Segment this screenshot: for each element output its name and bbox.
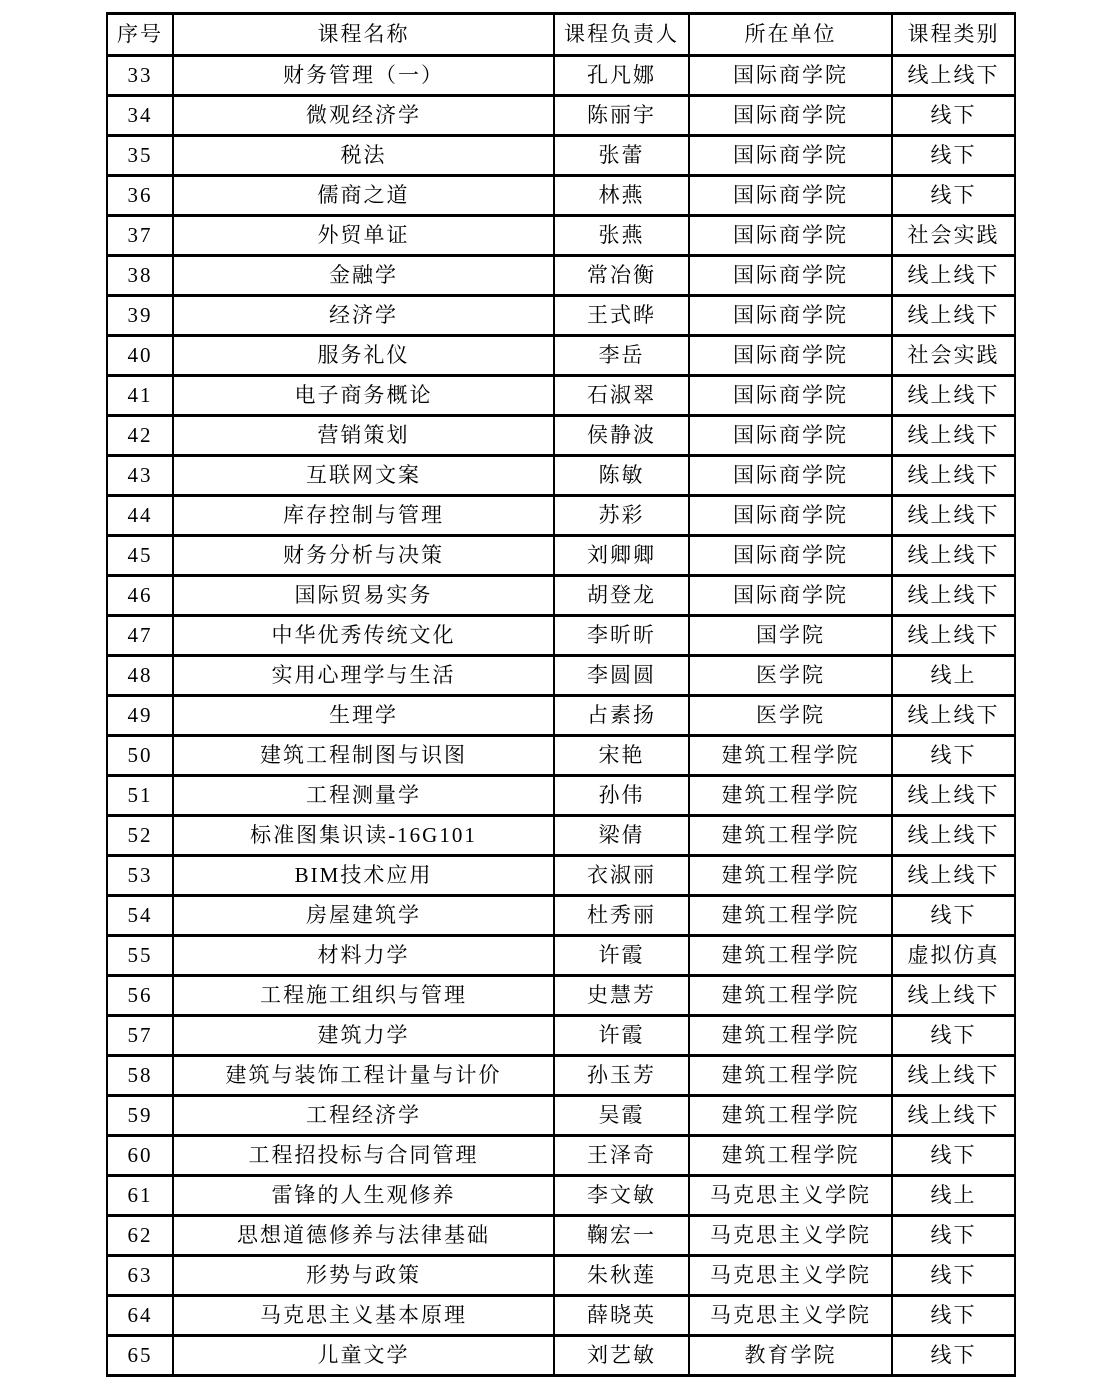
column-header-leader: 课程负责人 (554, 14, 689, 56)
table-row (107, 136, 1015, 176)
cell-course-leader: 衣淑丽 (554, 856, 689, 896)
table-row (107, 1056, 1015, 1096)
cell-unit: 教育学院 (689, 1336, 892, 1376)
cell-unit: 建筑工程学院 (689, 896, 892, 936)
cell-course-leader: 常冶衡 (554, 256, 689, 296)
cell-course-leader: 孙伟 (554, 776, 689, 816)
cell-no: 36 (107, 176, 173, 216)
cell-category: 线上 (892, 656, 1015, 696)
cell-unit: 国际商学院 (689, 536, 892, 576)
cell-category: 线下 (892, 1136, 1015, 1176)
cell-course-name: 儒商之道 (173, 176, 554, 216)
cell-category: 线上线下 (892, 376, 1015, 416)
cell-category: 线上线下 (892, 696, 1015, 736)
cell-unit: 国际商学院 (689, 136, 892, 176)
cell-category: 线下 (892, 96, 1015, 136)
cell-unit: 建筑工程学院 (689, 1136, 892, 1176)
cell-course-name: 建筑工程制图与识图 (173, 736, 554, 776)
cell-unit: 国际商学院 (689, 456, 892, 496)
cell-course-name: 材料力学 (173, 936, 554, 976)
cell-no: 43 (107, 456, 173, 496)
cell-course-leader: 林燕 (554, 176, 689, 216)
cell-no: 48 (107, 656, 173, 696)
table-row (107, 816, 1015, 856)
cell-course-leader: 王泽奇 (554, 1136, 689, 1176)
cell-no: 53 (107, 856, 173, 896)
cell-no: 45 (107, 536, 173, 576)
cell-category: 线上线下 (892, 416, 1015, 456)
cell-course-leader: 石淑翠 (554, 376, 689, 416)
cell-course-leader: 史慧芳 (554, 976, 689, 1016)
cell-course-name: 工程施工组织与管理 (173, 976, 554, 1016)
cell-no: 51 (107, 776, 173, 816)
table-row (107, 976, 1015, 1016)
table-row (107, 336, 1015, 376)
cell-unit: 建筑工程学院 (689, 816, 892, 856)
cell-course-name: 工程经济学 (173, 1096, 554, 1136)
cell-course-leader: 孔凡娜 (554, 56, 689, 96)
cell-category: 社会实践 (892, 336, 1015, 376)
column-header-course: 课程名称 (173, 14, 554, 56)
table-row (107, 456, 1015, 496)
cell-category: 线上线下 (892, 56, 1015, 96)
cell-no: 55 (107, 936, 173, 976)
cell-unit: 国际商学院 (689, 296, 892, 336)
cell-no: 33 (107, 56, 173, 96)
cell-category: 线上线下 (892, 856, 1015, 896)
cell-course-leader: 鞠宏一 (554, 1216, 689, 1256)
cell-category: 线上线下 (892, 816, 1015, 856)
cell-course-name: 金融学 (173, 256, 554, 296)
cell-course-name: 电子商务概论 (173, 376, 554, 416)
cell-no: 46 (107, 576, 173, 616)
cell-unit: 国际商学院 (689, 376, 892, 416)
cell-no: 52 (107, 816, 173, 856)
cell-no: 34 (107, 96, 173, 136)
table-row (107, 1256, 1015, 1296)
cell-course-name: 服务礼仪 (173, 336, 554, 376)
cell-unit: 国际商学院 (689, 496, 892, 536)
cell-unit: 国际商学院 (689, 576, 892, 616)
cell-unit: 建筑工程学院 (689, 736, 892, 776)
cell-no: 65 (107, 1336, 173, 1376)
cell-course-name: 经济学 (173, 296, 554, 336)
cell-unit: 国际商学院 (689, 216, 892, 256)
cell-unit: 建筑工程学院 (689, 776, 892, 816)
cell-unit: 国际商学院 (689, 96, 892, 136)
table-row (107, 736, 1015, 776)
cell-no: 64 (107, 1296, 173, 1336)
cell-unit: 马克思主义学院 (689, 1176, 892, 1216)
document-page (106, 12, 1016, 1377)
cell-no: 57 (107, 1016, 173, 1056)
cell-category: 线上线下 (892, 456, 1015, 496)
cell-category: 线上线下 (892, 296, 1015, 336)
cell-course-name: BIM技术应用 (173, 856, 554, 896)
cell-unit: 国际商学院 (689, 416, 892, 456)
cell-no: 54 (107, 896, 173, 936)
cell-course-name: 形势与政策 (173, 1256, 554, 1296)
table-row (107, 56, 1015, 96)
table-row (107, 216, 1015, 256)
table-row (107, 176, 1015, 216)
cell-category: 线下 (892, 1336, 1015, 1376)
cell-no: 42 (107, 416, 173, 456)
cell-category: 虚拟仿真 (892, 936, 1015, 976)
cell-course-leader: 李昕昕 (554, 616, 689, 656)
cell-course-name: 财务分析与决策 (173, 536, 554, 576)
cell-course-leader: 李圆圆 (554, 656, 689, 696)
cell-no: 47 (107, 616, 173, 656)
cell-course-name: 营销策划 (173, 416, 554, 456)
cell-course-leader: 梁倩 (554, 816, 689, 856)
cell-course-leader: 苏彩 (554, 496, 689, 536)
cell-course-name: 标准图集识读-16G101 (173, 816, 554, 856)
cell-course-name: 房屋建筑学 (173, 896, 554, 936)
cell-no: 56 (107, 976, 173, 1016)
cell-category: 线上线下 (892, 1056, 1015, 1096)
cell-no: 35 (107, 136, 173, 176)
cell-category: 线下 (892, 896, 1015, 936)
cell-category: 线上线下 (892, 776, 1015, 816)
cell-course-leader: 朱秋莲 (554, 1256, 689, 1296)
cell-unit: 建筑工程学院 (689, 976, 892, 1016)
cell-category: 线上线下 (892, 1096, 1015, 1136)
table-row (107, 896, 1015, 936)
table-header-row (107, 14, 1015, 56)
cell-course-leader: 杜秀丽 (554, 896, 689, 936)
cell-course-leader: 孙玉芳 (554, 1056, 689, 1096)
cell-course-leader: 吴霞 (554, 1096, 689, 1136)
cell-unit: 建筑工程学院 (689, 936, 892, 976)
table-row (107, 376, 1015, 416)
cell-course-leader: 侯静波 (554, 416, 689, 456)
cell-category: 线下 (892, 1296, 1015, 1336)
cell-course-name: 儿童文学 (173, 1336, 554, 1376)
cell-course-leader: 刘艺敏 (554, 1336, 689, 1376)
cell-course-name: 税法 (173, 136, 554, 176)
cell-category: 线上线下 (892, 496, 1015, 536)
cell-unit: 建筑工程学院 (689, 1096, 892, 1136)
column-header-no: 序号 (107, 14, 173, 56)
table-row (107, 1176, 1015, 1216)
cell-unit: 医学院 (689, 696, 892, 736)
cell-no: 63 (107, 1256, 173, 1296)
cell-category: 线上线下 (892, 976, 1015, 1016)
cell-no: 44 (107, 496, 173, 536)
table-row (107, 576, 1015, 616)
cell-no: 39 (107, 296, 173, 336)
cell-course-name: 外贸单证 (173, 216, 554, 256)
cell-no: 38 (107, 256, 173, 296)
cell-category: 线上线下 (892, 536, 1015, 576)
cell-category: 线下 (892, 1016, 1015, 1056)
cell-course-leader: 陈敏 (554, 456, 689, 496)
cell-no: 41 (107, 376, 173, 416)
cell-course-leader: 许霞 (554, 1016, 689, 1056)
table-row (107, 1296, 1015, 1336)
table-row (107, 1216, 1015, 1256)
cell-unit: 国际商学院 (689, 56, 892, 96)
cell-course-name: 工程招投标与合同管理 (173, 1136, 554, 1176)
cell-course-leader: 胡登龙 (554, 576, 689, 616)
cell-course-leader: 李文敏 (554, 1176, 689, 1216)
cell-course-name: 库存控制与管理 (173, 496, 554, 536)
cell-category: 线上线下 (892, 576, 1015, 616)
table-row (107, 96, 1015, 136)
course-table (106, 12, 1016, 1377)
cell-course-name: 雷锋的人生观修养 (173, 1176, 554, 1216)
cell-course-leader: 许霞 (554, 936, 689, 976)
cell-category: 线下 (892, 1256, 1015, 1296)
cell-course-name: 中华优秀传统文化 (173, 616, 554, 656)
cell-no: 50 (107, 736, 173, 776)
cell-category: 线上线下 (892, 616, 1015, 656)
cell-course-leader: 薛晓英 (554, 1296, 689, 1336)
table-row (107, 776, 1015, 816)
table-row (107, 936, 1015, 976)
cell-course-leader: 张燕 (554, 216, 689, 256)
cell-unit: 马克思主义学院 (689, 1216, 892, 1256)
table-row (107, 696, 1015, 736)
cell-unit: 建筑工程学院 (689, 856, 892, 896)
cell-course-name: 生理学 (173, 696, 554, 736)
cell-category: 线下 (892, 176, 1015, 216)
cell-course-name: 思想道德修养与法律基础 (173, 1216, 554, 1256)
cell-course-name: 财务管理（一） (173, 56, 554, 96)
cell-course-name: 互联网文案 (173, 456, 554, 496)
cell-category: 社会实践 (892, 216, 1015, 256)
cell-unit: 建筑工程学院 (689, 1016, 892, 1056)
table-row (107, 1016, 1015, 1056)
cell-course-leader: 占素扬 (554, 696, 689, 736)
cell-course-leader: 张蕾 (554, 136, 689, 176)
cell-unit: 国际商学院 (689, 336, 892, 376)
cell-unit: 马克思主义学院 (689, 1256, 892, 1296)
cell-course-name: 实用心理学与生活 (173, 656, 554, 696)
cell-course-leader: 王式晔 (554, 296, 689, 336)
cell-course-leader: 刘卿卿 (554, 536, 689, 576)
table-row (107, 496, 1015, 536)
cell-no: 60 (107, 1136, 173, 1176)
cell-course-name: 工程测量学 (173, 776, 554, 816)
cell-unit: 国学院 (689, 616, 892, 656)
cell-no: 37 (107, 216, 173, 256)
cell-course-leader: 陈丽宇 (554, 96, 689, 136)
cell-course-name: 马克思主义基本原理 (173, 1296, 554, 1336)
cell-unit: 国际商学院 (689, 256, 892, 296)
cell-category: 线下 (892, 736, 1015, 776)
table-row (107, 616, 1015, 656)
cell-unit: 马克思主义学院 (689, 1296, 892, 1336)
cell-no: 58 (107, 1056, 173, 1096)
cell-no: 61 (107, 1176, 173, 1216)
cell-category: 线下 (892, 1216, 1015, 1256)
cell-category: 线上线下 (892, 256, 1015, 296)
cell-category: 线上 (892, 1176, 1015, 1216)
cell-course-name: 微观经济学 (173, 96, 554, 136)
cell-course-name: 建筑与装饰工程计量与计价 (173, 1056, 554, 1096)
column-header-unit: 所在单位 (689, 14, 892, 56)
cell-unit: 医学院 (689, 656, 892, 696)
table-row (107, 1136, 1015, 1176)
cell-course-leader: 宋艳 (554, 736, 689, 776)
cell-no: 49 (107, 696, 173, 736)
table-row (107, 536, 1015, 576)
cell-no: 62 (107, 1216, 173, 1256)
cell-no: 40 (107, 336, 173, 376)
cell-course-leader: 李岳 (554, 336, 689, 376)
table-row (107, 416, 1015, 456)
cell-category: 线下 (892, 136, 1015, 176)
cell-course-name: 国际贸易实务 (173, 576, 554, 616)
column-header-category: 课程类别 (892, 14, 1015, 56)
table-row (107, 1336, 1015, 1376)
table-row (107, 296, 1015, 336)
cell-unit: 国际商学院 (689, 176, 892, 216)
table-row (107, 256, 1015, 296)
table-row (107, 656, 1015, 696)
table-row (107, 1096, 1015, 1136)
cell-no: 59 (107, 1096, 173, 1136)
cell-course-name: 建筑力学 (173, 1016, 554, 1056)
cell-unit: 建筑工程学院 (689, 1056, 892, 1096)
table-row (107, 856, 1015, 896)
